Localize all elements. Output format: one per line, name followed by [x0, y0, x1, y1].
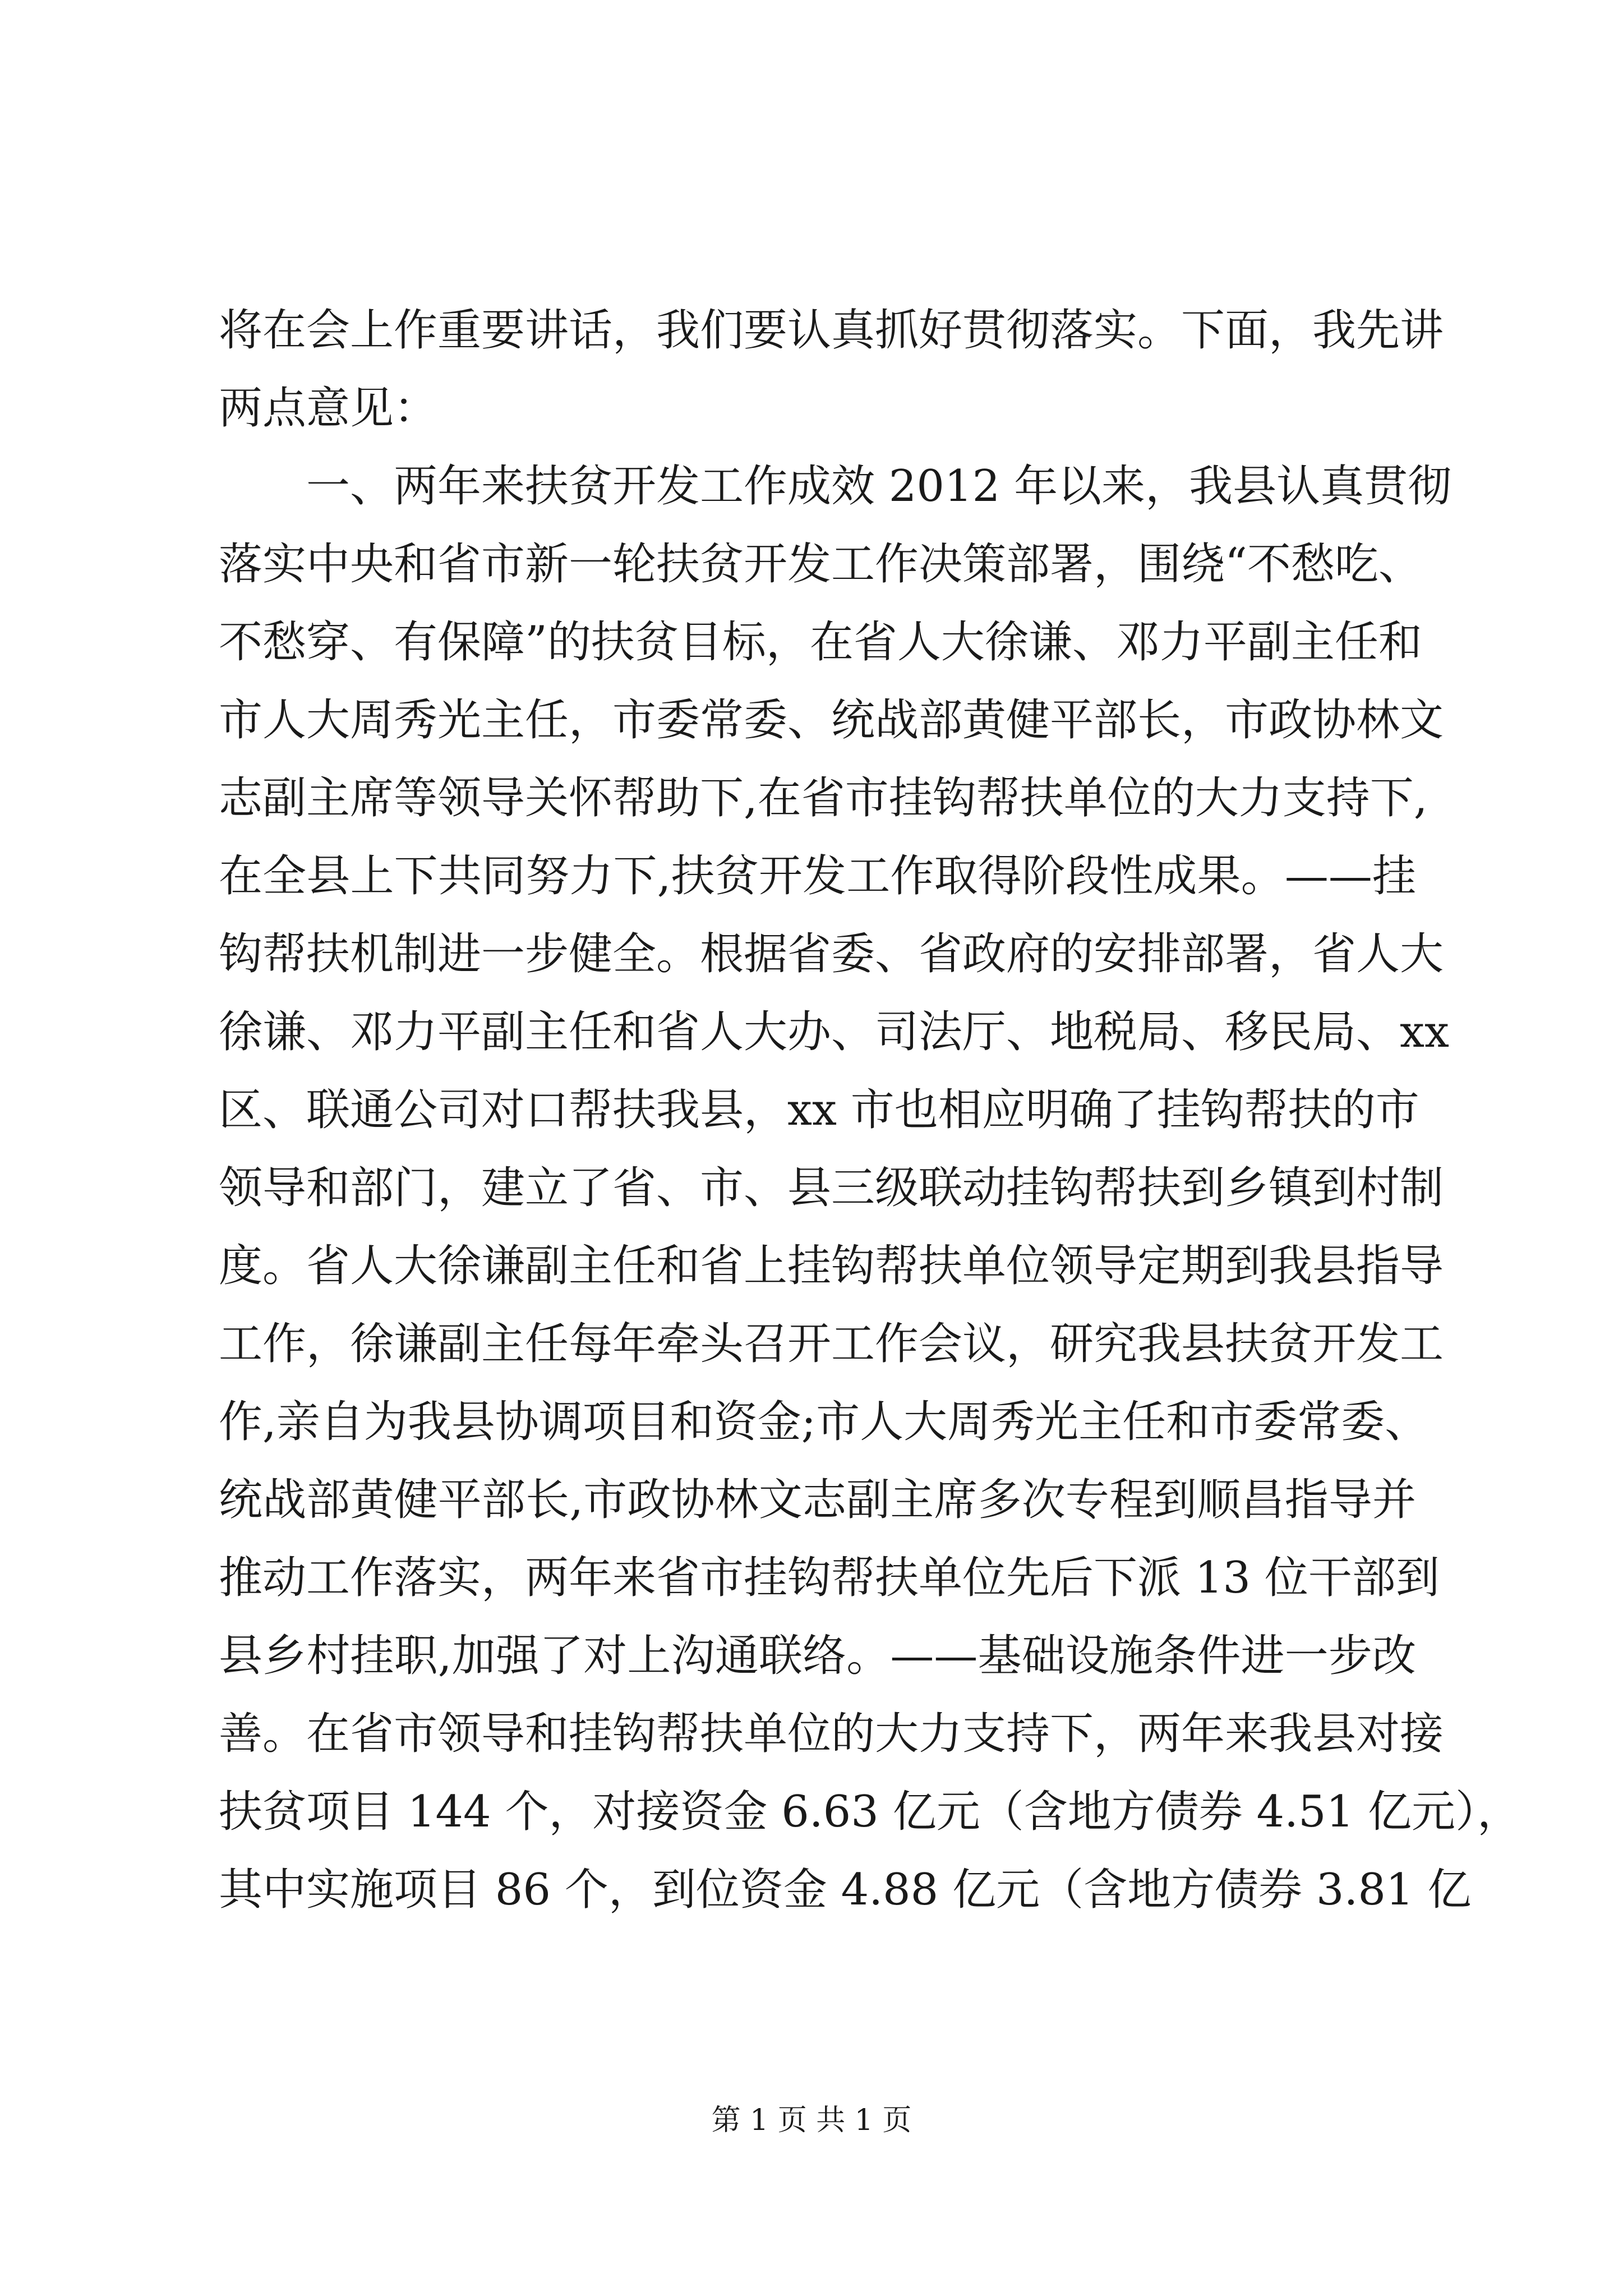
text-line: 钩帮扶机制进一步健全。根据省委、省政府的安排部署，省人大 — [219, 929, 1444, 979]
text-line: 度。省人大徐谦副主任和省上挂钩帮扶单位领导定期到我县指导 — [219, 1241, 1444, 1291]
text-line: 两点意见： — [219, 383, 438, 434]
text-line: 将在会上作重要讲话，我们要认真抓好贯彻落实。下面，我先讲 — [219, 305, 1444, 356]
text-line: 工作，徐谦副主任每年牵头召开工作会议，研究我县扶贫开发工 — [219, 1319, 1444, 1369]
text-line: 善。在省市领导和挂钩帮扶单位的大力支持下，两年来我县对接 — [219, 1709, 1444, 1759]
body-text — [219, 292, 1521, 1929]
page-number: 第 1 页 共 1 页 — [711, 2104, 912, 2137]
text-line: 其中实施项目 86 个，到位资金 4.88 亿元（含地方债券 3.81 亿 — [219, 1865, 1472, 1915]
text-line: 领导和部门，建立了省、市、县三级联动挂钩帮扶到乡镇到村制 — [219, 1163, 1444, 1213]
text-line: 徐谦、邓力平副主任和省人大办、司法厅、地税局、移民局、xx — [219, 1007, 1449, 1057]
text-line: 扶贫项目 144 个，对接资金 6.63 亿元（含地方债券 4.51 亿元）， — [219, 1787, 1521, 1837]
text-line: 区、联通公司对口帮扶我县，xx 市也相应明确了挂钩帮扶的市 — [219, 1085, 1419, 1135]
text-line: 统战部黄健平部长,市政协林文志副主席多次专程到顺昌指导并 — [219, 1475, 1416, 1525]
text-line: 不愁穿、有保障”的扶贫目标，在省人大徐谦、邓力平副主任和 — [219, 617, 1422, 668]
text-line: 志副主席等领导关怀帮助下,在省市挂钩帮扶单位的大力支持下, — [219, 773, 1428, 823]
text-line: 作,亲自为我县协调项目和资金;市人大周秀光主任和市委常委、 — [219, 1397, 1429, 1447]
text-line: 在全县上下共同努力下,扶贫开发工作取得阶段性成果。——挂 — [219, 851, 1416, 901]
text-line: 推动工作落实，两年来省市挂钩帮扶单位先后下派 13 位干部到 — [219, 1553, 1440, 1603]
page-footer — [0, 2101, 1623, 2140]
text-line: 一、两年来扶贫开发工作成效 2012 年以来，我县认真贯彻 — [306, 461, 1452, 512]
text-line: 落实中央和省市新一轮扶贫开发工作决策部署，围绕“不愁吃、 — [219, 539, 1422, 590]
text-line: 市人大周秀光主任，市委常委、统战部黄健平部长，市政协林文 — [219, 695, 1444, 746]
text-line: 县乡村挂职,加强了对上沟通联络。——基础设施条件进一步改 — [219, 1631, 1416, 1681]
